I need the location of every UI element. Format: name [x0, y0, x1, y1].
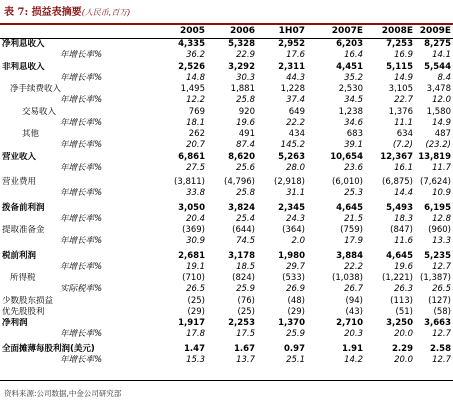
table-row	[0, 214, 453, 225]
cell-value: 3,478	[426, 84, 451, 95]
cell-value: 19.6	[236, 117, 255, 128]
row-label: 年增长率%	[60, 140, 103, 151]
cell-value: (2,918)	[274, 177, 305, 188]
row-label: 净手续费收入	[10, 84, 62, 95]
cell-value: (6,875)	[382, 177, 413, 188]
table-row	[0, 236, 453, 247]
table-bottom-rule	[0, 380, 453, 381]
cell-value: 145.2	[280, 140, 305, 151]
cell-value: (3,811)	[174, 177, 205, 188]
table-number: 表 7:	[4, 7, 29, 18]
cell-value: 19.1	[186, 261, 205, 272]
table-row	[0, 296, 453, 307]
cell-value: 13.3	[432, 236, 451, 247]
cell-value: (7.2)	[392, 140, 413, 151]
cell-value: 3,250	[386, 318, 413, 329]
cell-value: (533)	[282, 273, 305, 284]
cell-value: 1,881	[230, 84, 255, 95]
table-row	[0, 95, 453, 106]
cell-value: (7,624)	[420, 177, 451, 188]
cell-value: 491	[238, 129, 255, 140]
cell-value: 17.5	[236, 329, 255, 340]
cell-value: 5,115	[386, 61, 413, 72]
cell-value: (58)	[433, 306, 451, 317]
cell-value: 12.2	[186, 95, 205, 106]
column-header: 2008E	[381, 26, 413, 36]
cell-value: 12.0	[432, 95, 451, 106]
cell-value: 25.8	[236, 188, 255, 199]
cell-value: 11.7	[432, 162, 451, 173]
cell-value: 1.47	[184, 343, 205, 354]
cell-value: 27.5	[186, 162, 205, 173]
cell-value: 2,530	[338, 84, 363, 95]
cell-value: 8,620	[228, 151, 255, 162]
cell-value: 1,917	[178, 318, 205, 329]
cell-value: 22.2	[344, 261, 363, 272]
cell-value: 14.9	[394, 72, 413, 83]
table-row	[0, 129, 453, 140]
cell-value: 36.2	[186, 50, 205, 61]
cell-value: 1,238	[338, 106, 363, 117]
table-row	[0, 307, 453, 318]
cell-value: 1,495	[180, 84, 205, 95]
cell-value: 25.1	[286, 354, 305, 365]
column-header: 2007E	[331, 26, 363, 36]
cell-value: 17.8	[186, 329, 205, 340]
table-row	[0, 225, 453, 236]
table-row	[0, 200, 453, 214]
table-row	[0, 188, 453, 199]
row-label: 年增长率%	[60, 50, 103, 61]
cell-value: 25.6	[236, 162, 255, 173]
cell-value: 25.8	[236, 95, 255, 106]
cell-value: 1,376	[388, 106, 413, 117]
table-unit: (人民币,百万)	[81, 8, 131, 17]
row-label: 年增长率%	[60, 329, 103, 340]
cell-value: 39.1	[344, 140, 363, 151]
row-label: 年增长率%	[60, 162, 103, 173]
row-label: 实际税率%	[60, 284, 103, 295]
cell-value: 8,275	[424, 39, 451, 50]
cell-value: 8.4	[437, 72, 451, 83]
cell-value: 10.9	[432, 188, 451, 199]
cell-value: (29)	[287, 306, 305, 317]
cell-value: 17.9	[344, 236, 363, 247]
cell-value: 26.7	[344, 284, 363, 295]
cell-value: 4,645	[336, 202, 363, 213]
cell-value: 12.7	[432, 354, 451, 365]
cell-value: (25)	[187, 295, 205, 306]
table-title	[4, 3, 130, 18]
cell-value: (113)	[390, 295, 413, 306]
cell-value: 18.5	[236, 261, 255, 272]
cell-value: 35.2	[344, 72, 363, 83]
cell-value: 1,580	[426, 106, 451, 117]
cell-value: (23.2)	[425, 140, 451, 151]
column-header: 2009E	[419, 26, 451, 36]
column-header: 2006	[229, 26, 255, 36]
cell-value: 3,050	[178, 202, 205, 213]
table-row	[0, 73, 453, 84]
cell-value: 12,367	[380, 151, 413, 162]
table-row	[0, 118, 453, 129]
cell-value: 2.58	[430, 343, 451, 354]
cell-value: 6,861	[178, 151, 205, 162]
table-row	[0, 174, 453, 188]
row-label: 营业费用	[2, 177, 37, 188]
row-label: 净利息收入	[2, 39, 45, 50]
table-row	[0, 152, 453, 163]
cell-value: 3,884	[336, 250, 363, 261]
table-row	[0, 262, 453, 273]
cell-value: 3,178	[228, 250, 255, 261]
cell-value: 23.6	[344, 162, 363, 173]
cell-value: 3,824	[228, 202, 255, 213]
cell-value: 14.1	[432, 50, 451, 61]
cell-value: 7,253	[386, 39, 413, 50]
cell-value: (1,387)	[420, 273, 451, 284]
cell-value: 20.0	[394, 329, 413, 340]
cell-value: (759)	[340, 225, 363, 236]
cell-value: 13,819	[418, 151, 451, 162]
cell-value: 11.6	[394, 236, 413, 247]
column-header: 1H07	[278, 26, 305, 36]
cell-value: 12.8	[432, 213, 451, 224]
cell-value: 26.5	[432, 284, 451, 295]
cell-value: 25.9	[236, 284, 255, 295]
cell-value: 2,311	[278, 61, 305, 72]
row-label: 所得税	[10, 273, 36, 284]
table-name: 损益表摘要	[31, 7, 82, 18]
cell-value: 30.3	[236, 72, 255, 83]
cell-value: (4,796)	[224, 177, 255, 188]
cell-value: 2,952	[278, 39, 305, 50]
cell-value: 20.4	[186, 213, 205, 224]
row-label: 年增长率%	[60, 188, 103, 199]
cell-value: 20.3	[344, 329, 363, 340]
cell-value: 25.3	[344, 188, 363, 199]
table-row	[0, 248, 453, 262]
cell-value: (6,010)	[332, 177, 363, 188]
cell-value: 16.9	[394, 50, 413, 61]
cell-value: (847)	[390, 225, 413, 236]
table-row	[0, 341, 453, 355]
table-row	[0, 50, 453, 61]
row-label: 非利息收入	[2, 61, 45, 72]
cell-value: 769	[188, 106, 205, 117]
row-label: 税前利润	[2, 250, 37, 261]
cell-value: 74.5	[236, 236, 255, 247]
cell-value: (369)	[182, 225, 205, 236]
cell-value: 1,228	[280, 84, 305, 95]
cell-value: 920	[238, 106, 255, 117]
cell-value: (824)	[232, 273, 255, 284]
cell-value: (94)	[345, 295, 363, 306]
cell-value: 683	[346, 129, 363, 140]
cell-value: 2.29	[392, 343, 413, 354]
cell-value: (43)	[345, 306, 363, 317]
cell-value: 634	[396, 129, 413, 140]
row-label: 拨备前利润	[2, 202, 45, 213]
cell-value: 26.5	[186, 284, 205, 295]
cell-value: 22.2	[286, 117, 305, 128]
cell-value: 11.1	[394, 117, 413, 128]
table-row	[0, 62, 453, 73]
row-label: 净利润	[2, 318, 28, 329]
cell-value: 29.7	[286, 261, 305, 272]
row-label: 营业收入	[2, 151, 37, 162]
source-note: 资料来源:公司数据,中金公司研究部	[4, 389, 122, 398]
cell-value: 4,451	[336, 61, 363, 72]
cell-value: 5,328	[228, 39, 255, 50]
cell-value: 649	[288, 106, 305, 117]
cell-value: 30.9	[186, 236, 205, 247]
cell-value: 10,654	[330, 151, 363, 162]
cell-value: (960)	[428, 225, 451, 236]
cell-value: 14.9	[432, 117, 451, 128]
cell-value: 2,526	[178, 61, 205, 72]
table-row	[0, 273, 453, 284]
cell-value: (364)	[282, 225, 305, 236]
cell-value: 5,263	[278, 151, 305, 162]
cell-value: (1,221)	[382, 273, 413, 284]
cell-value: 2,253	[228, 318, 255, 329]
row-label: 其他	[22, 129, 40, 140]
cell-value: 14.2	[344, 354, 363, 365]
cell-value: 22.7	[394, 95, 413, 106]
table-row	[0, 140, 453, 151]
cell-value: 434	[288, 129, 305, 140]
table-row	[0, 39, 453, 50]
row-label: 年增长率%	[60, 236, 103, 247]
cell-value: 12.7	[432, 329, 451, 340]
cell-value: (710)	[182, 273, 205, 284]
cell-value: 20.7	[186, 140, 205, 151]
table-row	[0, 284, 453, 295]
row-label: 少数股东损益	[2, 295, 54, 306]
cell-value: 16.4	[344, 50, 363, 61]
cell-value: 2.0	[291, 236, 305, 247]
cell-value: 26.3	[394, 284, 413, 295]
cell-value: 18.1	[186, 117, 205, 128]
row-label: 年增长率%	[60, 354, 103, 365]
row-label: 优先股股利	[2, 306, 45, 317]
cell-value: 6,203	[336, 39, 363, 50]
cell-value: (29)	[187, 306, 205, 317]
cell-value: 3,663	[424, 318, 451, 329]
cell-value: (25)	[237, 306, 255, 317]
cell-value: 17.6	[286, 50, 305, 61]
cell-value: (48)	[287, 295, 305, 306]
cell-value: 5,235	[424, 250, 451, 261]
income-table	[0, 39, 453, 366]
table-row	[0, 329, 453, 340]
cell-value: (51)	[395, 306, 413, 317]
cell-value: 44.3	[286, 72, 305, 83]
cell-value: 25.9	[286, 329, 305, 340]
cell-value: 262	[188, 129, 205, 140]
cell-value: 15.3	[186, 354, 205, 365]
cell-value: (1,038)	[332, 273, 363, 284]
cell-value: 1.67	[234, 343, 255, 354]
cell-value: (76)	[237, 295, 255, 306]
row-label: 年增长率%	[60, 72, 103, 83]
row-label: 提取准备金	[2, 225, 45, 236]
table-row	[0, 84, 453, 95]
row-label: 交易收入	[22, 106, 57, 117]
cell-value: 24.3	[286, 213, 305, 224]
cell-value: 87.4	[236, 140, 255, 151]
cell-value: 18.3	[394, 213, 413, 224]
cell-value: 14.8	[186, 72, 205, 83]
cell-value: 1,980	[278, 250, 305, 261]
cell-value: 3,105	[388, 84, 413, 95]
table-row	[0, 355, 453, 366]
cell-value: 31.1	[286, 188, 305, 199]
column-header-row	[0, 25, 453, 39]
cell-value: 4,645	[386, 250, 413, 261]
cell-value: 2,345	[278, 202, 305, 213]
cell-value: 20.0	[394, 354, 413, 365]
table-row	[0, 107, 453, 118]
row-label: 年增长率%	[60, 213, 103, 224]
cell-value: 2,710	[336, 318, 363, 329]
cell-value: 34.6	[344, 117, 363, 128]
row-label: 年增长率%	[60, 261, 103, 272]
cell-value: 487	[434, 129, 451, 140]
cell-value: 2,681	[178, 250, 205, 261]
cell-value: 6,195	[424, 202, 451, 213]
cell-value: 5,493	[386, 202, 413, 213]
row-label: 全面摊薄每股利润(美元)	[2, 343, 95, 354]
cell-value: (127)	[428, 295, 451, 306]
cell-value: 21.5	[344, 213, 363, 224]
cell-value: 26.9	[286, 284, 305, 295]
cell-value: 34.5	[344, 95, 363, 106]
cell-value: 19.6	[394, 261, 413, 272]
cell-value: 33.8	[186, 188, 205, 199]
table-row	[0, 318, 453, 329]
cell-value: 28.0	[286, 162, 305, 173]
column-header: 2005	[179, 26, 205, 36]
cell-value: 22.9	[236, 50, 255, 61]
cell-value: 13.7	[236, 354, 255, 365]
cell-value: 16.1	[394, 162, 413, 173]
cell-value: (644)	[232, 225, 255, 236]
row-label: 年增长率%	[60, 95, 103, 106]
cell-value: 0.97	[284, 343, 305, 354]
table-row	[0, 163, 453, 174]
cell-value: 14.4	[394, 188, 413, 199]
cell-value: 3,292	[228, 61, 255, 72]
cell-value: 1,370	[278, 318, 305, 329]
cell-value: 1.91	[342, 343, 363, 354]
cell-value: 25.4	[236, 213, 255, 224]
cell-value: 5,544	[424, 61, 451, 72]
cell-value: 4,335	[178, 39, 205, 50]
cell-value: 12.7	[432, 261, 451, 272]
row-label: 年增长率%	[60, 117, 103, 128]
cell-value: 37.4	[286, 95, 305, 106]
